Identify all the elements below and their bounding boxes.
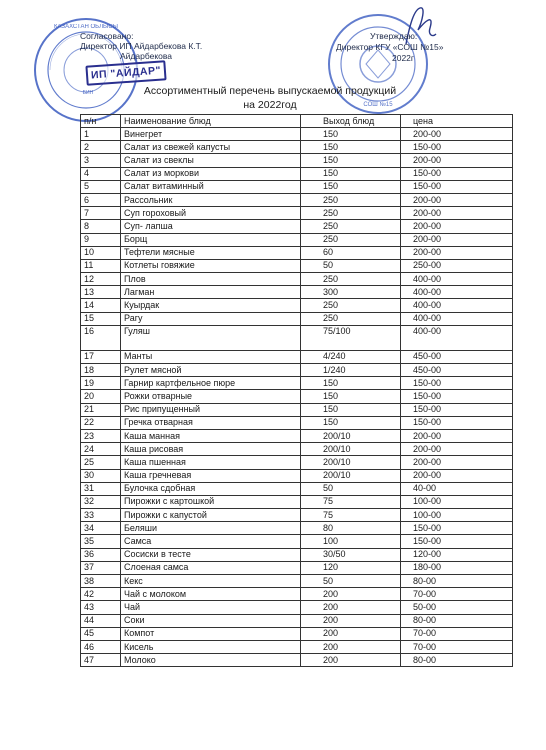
row-dish-name: Рожки отварные bbox=[121, 390, 301, 403]
approval-right-line2: Директор КГУ «СОШ №15» bbox=[336, 42, 444, 52]
row-price: 250-00 bbox=[401, 259, 513, 272]
header-dish-name: Наименование блюд bbox=[121, 115, 301, 128]
header-output: Выход блюд bbox=[301, 115, 401, 128]
row-output: 250 bbox=[301, 299, 401, 312]
row-number: 14 bbox=[81, 299, 121, 312]
table-row bbox=[81, 364, 513, 377]
row-number: 37 bbox=[81, 561, 121, 574]
menu-table bbox=[80, 114, 513, 667]
row-output: 150 bbox=[301, 154, 401, 167]
row-dish-name: Салат витаминный bbox=[121, 180, 301, 193]
table-row bbox=[81, 325, 513, 350]
header-number: п/н bbox=[81, 115, 121, 128]
row-number: 19 bbox=[81, 377, 121, 390]
row-dish-name: Гуляш bbox=[121, 325, 301, 350]
row-price: 150-00 bbox=[401, 522, 513, 535]
row-number: 32 bbox=[81, 495, 121, 508]
row-dish-name: Каша манная bbox=[121, 429, 301, 442]
row-price: 150-00 bbox=[401, 167, 513, 180]
row-output: 200 bbox=[301, 654, 401, 667]
row-output: 200/10 bbox=[301, 443, 401, 456]
approval-left-line3: Айдарбекова bbox=[120, 51, 173, 61]
row-output: 150 bbox=[301, 416, 401, 429]
row-price: 120-00 bbox=[401, 548, 513, 561]
row-dish-name: Самса bbox=[121, 535, 301, 548]
row-price: 70-00 bbox=[401, 588, 513, 601]
approval-right-line1: Утверждаю: bbox=[370, 31, 418, 41]
row-output: 200 bbox=[301, 588, 401, 601]
row-number: 38 bbox=[81, 575, 121, 588]
row-price: 400-00 bbox=[401, 312, 513, 325]
row-number: 2 bbox=[81, 141, 121, 154]
row-price: 450-00 bbox=[401, 364, 513, 377]
approval-right-block bbox=[336, 31, 443, 64]
row-price: 200-00 bbox=[401, 128, 513, 141]
row-price: 400-00 bbox=[401, 299, 513, 312]
table-row bbox=[81, 640, 513, 653]
header-price: цена bbox=[401, 115, 513, 128]
row-price: 150-00 bbox=[401, 535, 513, 548]
row-output: 250 bbox=[301, 193, 401, 206]
ip-aidar-stamp-text: ИП "АЙДАР" bbox=[90, 64, 162, 82]
row-price: 200-00 bbox=[401, 220, 513, 233]
document-subtitle: на 2022год bbox=[243, 99, 297, 111]
approval-right-line3: 2022г bbox=[392, 53, 415, 63]
row-number: 15 bbox=[81, 312, 121, 325]
row-number: 34 bbox=[81, 522, 121, 535]
table-row bbox=[81, 154, 513, 167]
table-row bbox=[81, 509, 513, 522]
row-output: 200 bbox=[301, 614, 401, 627]
row-price: 400-00 bbox=[401, 325, 513, 350]
row-output: 250 bbox=[301, 207, 401, 220]
approval-left-line1: Согласовано: bbox=[80, 31, 134, 41]
row-output: 120 bbox=[301, 561, 401, 574]
row-dish-name: Винегрет bbox=[121, 128, 301, 141]
table-row bbox=[81, 220, 513, 233]
row-number: 33 bbox=[81, 509, 121, 522]
table-header-row bbox=[81, 115, 513, 128]
row-price: 80-00 bbox=[401, 654, 513, 667]
document-title: Ассортиментный перечень выпускаемой продукций bbox=[143, 85, 397, 97]
row-output: 50 bbox=[301, 575, 401, 588]
row-price: 100-00 bbox=[401, 495, 513, 508]
table-row bbox=[81, 207, 513, 220]
ip-aidar-stamp bbox=[85, 60, 166, 86]
table-row bbox=[81, 443, 513, 456]
row-price: 80-00 bbox=[401, 575, 513, 588]
row-number: 23 bbox=[81, 429, 121, 442]
row-dish-name: Тефтели мясные bbox=[121, 246, 301, 259]
table-row bbox=[81, 535, 513, 548]
row-price: 200-00 bbox=[401, 456, 513, 469]
row-number: 5 bbox=[81, 180, 121, 193]
row-output: 250 bbox=[301, 233, 401, 246]
row-output: 200 bbox=[301, 601, 401, 614]
row-dish-name: Гарнир картфельное пюре bbox=[121, 377, 301, 390]
row-number: 9 bbox=[81, 233, 121, 246]
menu-table-body bbox=[81, 128, 513, 667]
row-dish-name: Рис припущенный bbox=[121, 403, 301, 416]
row-price: 80-00 bbox=[401, 614, 513, 627]
row-output: 30/50 bbox=[301, 548, 401, 561]
row-price: 400-00 bbox=[401, 286, 513, 299]
row-dish-name: Каша пшенная bbox=[121, 456, 301, 469]
row-dish-name: Пирожки с капустой bbox=[121, 509, 301, 522]
table-row bbox=[81, 548, 513, 561]
row-dish-name: Каша рисовая bbox=[121, 443, 301, 456]
table-row bbox=[81, 456, 513, 469]
table-row bbox=[81, 522, 513, 535]
row-number: 18 bbox=[81, 364, 121, 377]
row-output: 150 bbox=[301, 377, 401, 390]
row-dish-name: Куырдак bbox=[121, 299, 301, 312]
row-price: 200-00 bbox=[401, 233, 513, 246]
row-dish-name: Суп гороховый bbox=[121, 207, 301, 220]
row-dish-name: Котлеты говяжие bbox=[121, 259, 301, 272]
row-price: 150-00 bbox=[401, 390, 513, 403]
row-price: 100-00 bbox=[401, 509, 513, 522]
row-dish-name: Кисель bbox=[121, 640, 301, 653]
row-price: 180-00 bbox=[401, 561, 513, 574]
row-dish-name: Кекс bbox=[121, 575, 301, 588]
row-dish-name: Лагман bbox=[121, 286, 301, 299]
table-row bbox=[81, 180, 513, 193]
row-dish-name: Беляши bbox=[121, 522, 301, 535]
row-number: 45 bbox=[81, 627, 121, 640]
table-row bbox=[81, 128, 513, 141]
row-output: 150 bbox=[301, 403, 401, 416]
table-row bbox=[81, 193, 513, 206]
row-number: 20 bbox=[81, 390, 121, 403]
row-output: 50 bbox=[301, 259, 401, 272]
row-dish-name: Гречка отварная bbox=[121, 416, 301, 429]
row-price: 40-00 bbox=[401, 482, 513, 495]
table-row bbox=[81, 233, 513, 246]
row-number: 8 bbox=[81, 220, 121, 233]
row-price: 150-00 bbox=[401, 180, 513, 193]
table-row bbox=[81, 246, 513, 259]
row-dish-name: Манты bbox=[121, 350, 301, 363]
row-price: 200-00 bbox=[401, 246, 513, 259]
row-output: 100 bbox=[301, 535, 401, 548]
approval-left-line2: Директор ИП Айдарбекова К.Т. bbox=[80, 41, 203, 51]
table-row bbox=[81, 614, 513, 627]
row-dish-name: Булочка сдобная bbox=[121, 482, 301, 495]
row-number: 24 bbox=[81, 443, 121, 456]
row-price: 450-00 bbox=[401, 350, 513, 363]
table-row bbox=[81, 495, 513, 508]
row-number: 25 bbox=[81, 456, 121, 469]
row-price: 70-00 bbox=[401, 627, 513, 640]
row-number: 35 bbox=[81, 535, 121, 548]
table-row bbox=[81, 561, 513, 574]
table-row bbox=[81, 167, 513, 180]
table-row bbox=[81, 403, 513, 416]
row-price: 150-00 bbox=[401, 416, 513, 429]
row-price: 200-00 bbox=[401, 154, 513, 167]
approval-left-block bbox=[80, 31, 202, 61]
row-number: 3 bbox=[81, 154, 121, 167]
row-output: 75 bbox=[301, 495, 401, 508]
table-row bbox=[81, 286, 513, 299]
row-dish-name: Салат из моркови bbox=[121, 167, 301, 180]
row-dish-name: Салат из свеклы bbox=[121, 154, 301, 167]
row-dish-name: Борщ bbox=[121, 233, 301, 246]
row-output: 75/100 bbox=[301, 325, 401, 350]
row-dish-name: Рассольник bbox=[121, 193, 301, 206]
row-dish-name: Чай bbox=[121, 601, 301, 614]
row-number: 16 bbox=[81, 325, 121, 350]
row-output: 250 bbox=[301, 220, 401, 233]
row-output: 200/10 bbox=[301, 469, 401, 482]
row-dish-name: Сосиски в тесте bbox=[121, 548, 301, 561]
table-row bbox=[81, 390, 513, 403]
row-number: 7 bbox=[81, 207, 121, 220]
row-number: 10 bbox=[81, 246, 121, 259]
row-output: 75 bbox=[301, 509, 401, 522]
row-output: 150 bbox=[301, 390, 401, 403]
row-number: 17 bbox=[81, 350, 121, 363]
row-number: 30 bbox=[81, 469, 121, 482]
row-price: 200-00 bbox=[401, 429, 513, 442]
row-dish-name: Салат из свежей капусты bbox=[121, 141, 301, 154]
row-number: 11 bbox=[81, 259, 121, 272]
row-price: 400-00 bbox=[401, 273, 513, 286]
table-row bbox=[81, 259, 513, 272]
row-number: 4 bbox=[81, 167, 121, 180]
row-output: 250 bbox=[301, 312, 401, 325]
row-number: 21 bbox=[81, 403, 121, 416]
row-price: 200-00 bbox=[401, 469, 513, 482]
row-number: 43 bbox=[81, 601, 121, 614]
left-seal-bin: БИН bbox=[82, 90, 94, 96]
row-dish-name: Пирожки с картошкой bbox=[121, 495, 301, 508]
row-output: 200 bbox=[301, 627, 401, 640]
row-output: 200/10 bbox=[301, 456, 401, 469]
row-price: 150-00 bbox=[401, 377, 513, 390]
row-output: 4/240 bbox=[301, 350, 401, 363]
table-row bbox=[81, 377, 513, 390]
row-price: 150-00 bbox=[401, 141, 513, 154]
table-row bbox=[81, 654, 513, 667]
row-dish-name: Чай с молоком bbox=[121, 588, 301, 601]
row-number: 46 bbox=[81, 640, 121, 653]
row-dish-name: Рулет мясной bbox=[121, 364, 301, 377]
table-row bbox=[81, 416, 513, 429]
row-price: 200-00 bbox=[401, 443, 513, 456]
row-number: 36 bbox=[81, 548, 121, 561]
row-price: 200-00 bbox=[401, 193, 513, 206]
row-number: 42 bbox=[81, 588, 121, 601]
row-number: 47 bbox=[81, 654, 121, 667]
row-dish-name: Молоко bbox=[121, 654, 301, 667]
table-row bbox=[81, 575, 513, 588]
row-output: 80 bbox=[301, 522, 401, 535]
row-dish-name: Рагу bbox=[121, 312, 301, 325]
row-number: 44 bbox=[81, 614, 121, 627]
row-output: 300 bbox=[301, 286, 401, 299]
row-output: 50 bbox=[301, 482, 401, 495]
table-row bbox=[81, 350, 513, 363]
row-number: 22 bbox=[81, 416, 121, 429]
table-row bbox=[81, 273, 513, 286]
right-seal-text: СОШ №15 bbox=[363, 102, 393, 108]
left-seal-text: КАЗАХСТАН ОБЛЫСЫ bbox=[54, 24, 118, 30]
row-output: 200 bbox=[301, 640, 401, 653]
row-dish-name: Компот bbox=[121, 627, 301, 640]
row-output: 150 bbox=[301, 141, 401, 154]
table-row bbox=[81, 312, 513, 325]
table-row bbox=[81, 469, 513, 482]
row-dish-name: Соки bbox=[121, 614, 301, 627]
row-number: 13 bbox=[81, 286, 121, 299]
row-number: 1 bbox=[81, 128, 121, 141]
row-dish-name: Каша гречневая bbox=[121, 469, 301, 482]
row-output: 150 bbox=[301, 128, 401, 141]
row-number: 12 bbox=[81, 273, 121, 286]
row-output: 150 bbox=[301, 180, 401, 193]
row-dish-name: Суп- лапша bbox=[121, 220, 301, 233]
table-row bbox=[81, 141, 513, 154]
row-price: 150-00 bbox=[401, 403, 513, 416]
table-row bbox=[81, 627, 513, 640]
row-price: 70-00 bbox=[401, 640, 513, 653]
table-row bbox=[81, 299, 513, 312]
table-row bbox=[81, 482, 513, 495]
row-number: 31 bbox=[81, 482, 121, 495]
row-output: 150 bbox=[301, 167, 401, 180]
table-row bbox=[81, 588, 513, 601]
row-output: 60 bbox=[301, 246, 401, 259]
row-number: 6 bbox=[81, 193, 121, 206]
row-output: 1/240 bbox=[301, 364, 401, 377]
table-row bbox=[81, 601, 513, 614]
row-output: 200/10 bbox=[301, 429, 401, 442]
row-output: 250 bbox=[301, 273, 401, 286]
row-price: 50-00 bbox=[401, 601, 513, 614]
row-dish-name: Плов bbox=[121, 273, 301, 286]
table-row bbox=[81, 429, 513, 442]
row-price: 200-00 bbox=[401, 207, 513, 220]
row-dish-name: Слоеная самса bbox=[121, 561, 301, 574]
